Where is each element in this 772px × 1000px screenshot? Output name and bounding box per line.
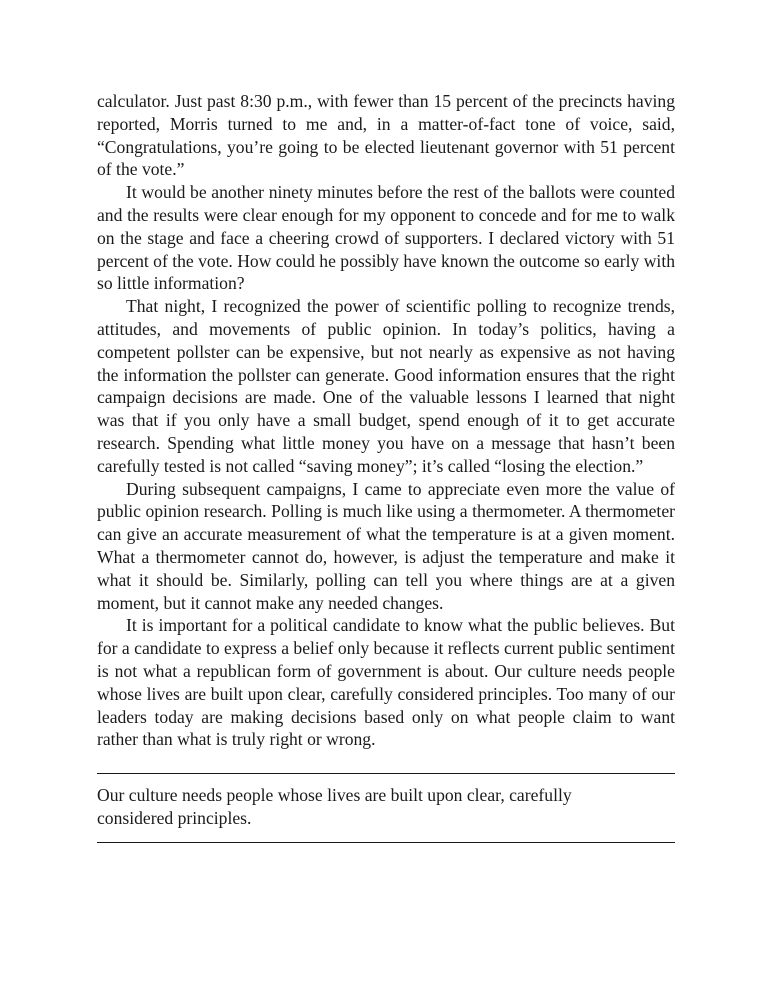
paragraph-principles: It is important for a political candidate to know what the public believes. But for a candidate to express a belief only because it reflects current public sentiment is not what a republican form of government is about. Our culture needs people whose lives are built upon clear, carefully considered principles. Too many of our leaders today are making decisions based only on what people claim to want rather than what is truly right or wrong. — [97, 615, 675, 750]
pullquote: Our culture needs people whose lives are built upon clear, carefully considered principles. — [97, 785, 572, 828]
paragraph-thermometer-analogy: During subsequent campaigns, I came to appreciate even more the value of public opinion research. Polling is much like using a thermometer. A thermometer can give an accurate measurement of what the temperature is at a given moment. What a thermometer cannot do, however, is adjust the temperature and make it what it should be. Similarly, polling can tell you where things are at a given moment, but it cannot make any needed changes. — [97, 478, 675, 613]
page-body — [97, 90, 675, 843]
pullquote-bottom-rule — [97, 842, 675, 843]
paragraph-election-results: It would be another ninety minutes before the rest of the ballots were counted and the results were clear enough for my opponent to concede and for me to walk on the stage and face a cheering crowd of supporters. I declared victory with 51 percent of the vote. How could he possibly have known the outcome so early with so little information? — [97, 182, 676, 294]
paragraph-continuation: calculator. Just past 8:30 p.m., with fewer than 15 percent of the precincts having reported, Morris turned to me and, in a matter-of-fact tone of voice, said, “Congratulations, you’re going to be elected lieutenant governor with 51 percent of the vote.” — [97, 91, 675, 180]
paragraph-scientific-polling: That night, I recognized the power of scientific polling to recognize trends, attitudes, and movements of public opinion. In today’s politics, having a competent pollster can be expensive, but not nearly as expensive as not having the information the pollster can generate. Good information ensures that the right campaign decisions are made. One of the valuable lessons I learned that night was that if you only have a small budget, spend enough of it to get accurate research. Spending what little money you have on a message that hasn’t been carefully tested is not called “saving money”; it’s called “losing the election.” — [97, 296, 675, 476]
